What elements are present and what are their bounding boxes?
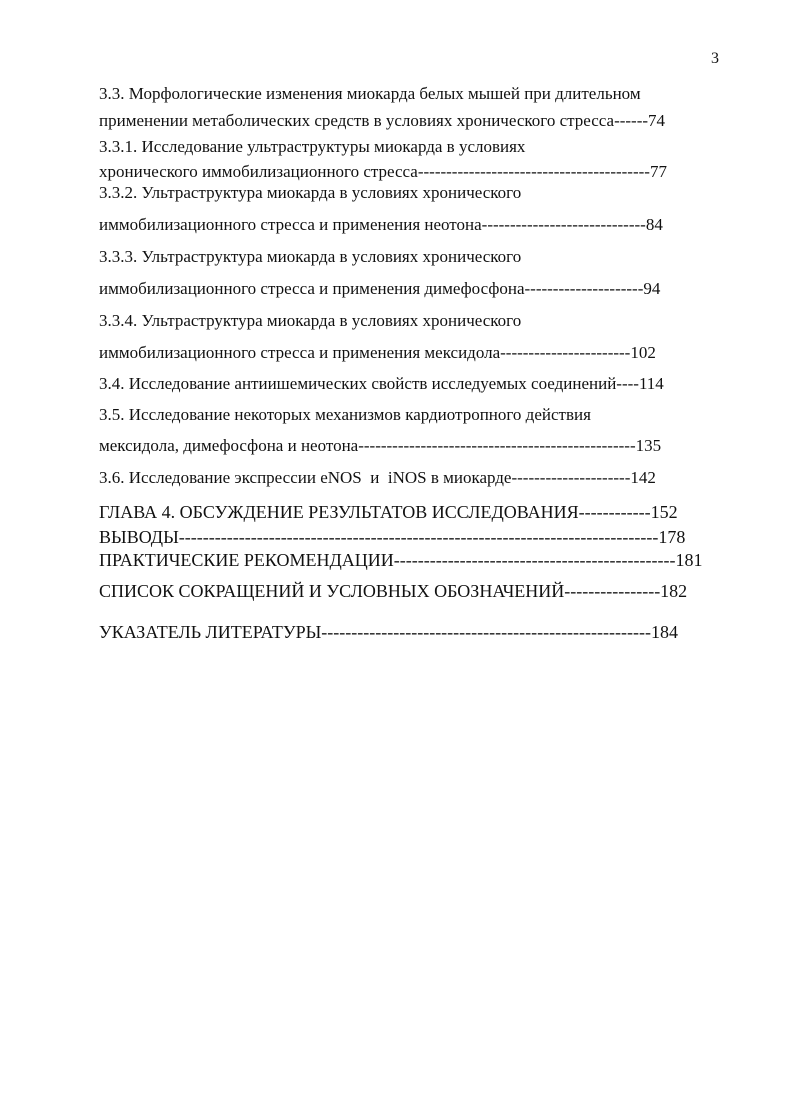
toc-3-3-2-line1: 3.3.2. Ультраструктура миокарда в условиях хронического [99, 183, 522, 202]
toc-3-3-3-line1: 3.3.3. Ультраструктура миокарда в условиях хронического [99, 247, 522, 266]
toc-literature: УКАЗАТЕЛЬ ЛИТЕРАТУРЫ-------------------------------------------------------184 [99, 622, 678, 642]
toc-3-3-1-line2: хронического иммобилизационного стресса-----------------------------------------77 [99, 162, 667, 181]
toc-abbreviations: СПИСОК СОКРАЩЕНИЙ И УСЛОВНЫХ ОБОЗНАЧЕНИЙ----------------182 [99, 581, 688, 601]
toc-3-3-2-line2: иммобилизационного стресса и применения неотона-----------------------------84 [99, 215, 663, 234]
toc-3-3-1-line1: 3.3.1. Исследование ультраструктуры миокарда в условиях [99, 137, 526, 156]
page-number: 3 [711, 50, 719, 67]
toc-3-3-4-line2: иммобилизационного стресса и применения мексидола-----------------------102 [99, 343, 656, 362]
toc-3-3-line1: 3.3. Морфологические изменения миокарда белых мышей при длительном [99, 84, 641, 103]
toc-practical-recommendations: ПРАКТИЧЕСКИЕ РЕКОМЕНДАЦИИ-----------------------------------------------181 [99, 550, 703, 570]
toc-3-5-line1: 3.5. Исследование некоторых механизмов кардиотропного действия [99, 405, 591, 424]
toc-3-3-4-line1: 3.3.4. Ультраструктура миокарда в условиях хронического [99, 311, 522, 330]
toc-3-5-line2: мексидола, димефосфона и неотона-------------------------------------------------135 [99, 436, 662, 455]
toc-3-6: 3.6. Исследование экспрессии eNOS и iNOS в миокарде---------------------142 [99, 468, 656, 487]
toc-3-3-line2: применении метаболических средств в условиях хронического стресса------74 [99, 111, 666, 130]
toc-3-3-3-line2: иммобилизационного стресса и применения димефосфона---------------------94 [99, 279, 661, 298]
toc-vyvody: ВЫВОДЫ--------------------------------------------------------------------------------178 [99, 527, 686, 547]
toc-3-4: 3.4. Исследование антиишемических свойств исследуемых соединений----114 [99, 374, 664, 393]
toc-chapter-4: ГЛАВА 4. ОБСУЖДЕНИЕ РЕЗУЛЬТАТОВ ИССЛЕДОВАНИЯ------------152 [99, 502, 678, 522]
